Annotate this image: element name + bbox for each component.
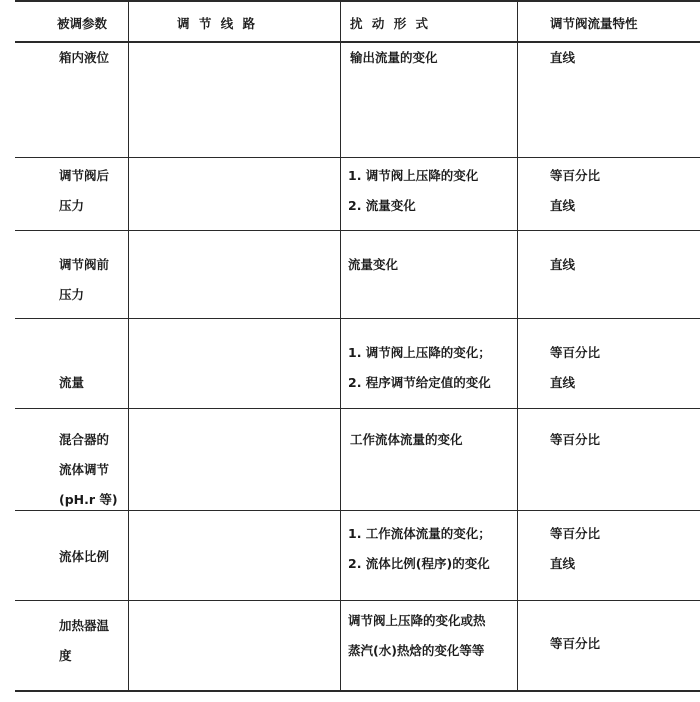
- characteristic-cell: [550, 43, 575, 73]
- param-line: 流体调节: [59, 462, 110, 477]
- characteristic-line: 等百分比: [550, 345, 601, 360]
- characteristic-line: 直线: [550, 198, 576, 213]
- param-line: 箱内液位: [59, 50, 110, 65]
- disturbance-cell: [348, 338, 491, 398]
- table-top-rule: [15, 0, 700, 2]
- param-cell: [59, 542, 109, 572]
- characteristic-line: 等百分比: [550, 526, 601, 541]
- header-route: 调 节 线 路: [177, 16, 256, 31]
- disturbance-cell: [348, 519, 491, 579]
- param-line: (pH.r 等): [59, 492, 118, 507]
- header-disturbance: 扰 动 形 式: [350, 16, 429, 31]
- disturbance-cell: [348, 161, 478, 221]
- characteristic-cell: [550, 519, 600, 579]
- disturbance-line: 2. 程序调节给定值的变化: [348, 375, 491, 390]
- param-line: 度: [59, 648, 72, 663]
- disturbance-cell: [348, 250, 398, 280]
- characteristic-line: 直线: [550, 50, 576, 65]
- row-divider: [15, 318, 700, 319]
- param-line: 调节阀前: [59, 257, 110, 272]
- disturbance-line: 输出流量的变化: [350, 50, 438, 65]
- characteristic-line: 等百分比: [550, 432, 601, 447]
- characteristic-line: 直线: [550, 556, 576, 571]
- characteristic-cell: [550, 338, 600, 398]
- disturbance-line: 1. 工作流体流量的变化；: [348, 526, 491, 541]
- param-cell: [59, 611, 109, 671]
- param-cell: [59, 43, 109, 73]
- param-cell: [59, 368, 84, 398]
- column-divider: [128, 0, 129, 692]
- disturbance-line: 工作流体流量的变化: [350, 432, 463, 447]
- characteristic-line: 直线: [550, 375, 576, 390]
- disturbance-line: 2. 流体比例(程序)的变化: [348, 556, 490, 571]
- characteristic-cell: [550, 629, 600, 659]
- param-line: 压力: [59, 287, 85, 302]
- row-divider: [15, 230, 700, 231]
- row-divider: [15, 600, 700, 601]
- param-line: 调节阀后: [59, 168, 110, 183]
- disturbance-cell: [350, 425, 463, 455]
- column-divider: [340, 0, 341, 692]
- header-characteristic: 调节阀流量特性: [550, 16, 638, 31]
- param-line: 流量: [59, 375, 85, 390]
- disturbance-line: 流量变化: [348, 257, 399, 272]
- param-cell: [59, 425, 118, 515]
- param-line: 混合器的: [59, 432, 110, 447]
- characteristic-line: 直线: [550, 257, 576, 272]
- disturbance-line: 蒸汽(水)热焓的变化等等: [348, 643, 485, 658]
- param-cell: [59, 250, 109, 310]
- row-divider: [15, 408, 700, 409]
- characteristic-cell: [550, 161, 600, 221]
- characteristic-cell: [550, 425, 600, 455]
- param-line: 加热器温: [59, 618, 110, 633]
- param-cell: [59, 161, 109, 221]
- disturbance-line: 1. 调节阀上压降的变化: [348, 168, 479, 183]
- disturbance-line: 调节阀上压降的变化或热: [348, 613, 486, 628]
- disturbance-cell: [348, 606, 486, 666]
- characteristic-line: 等百分比: [550, 636, 601, 651]
- row-divider: [15, 157, 700, 158]
- param-line: 压力: [59, 198, 85, 213]
- header-param: 被调参数: [57, 16, 108, 31]
- disturbance-cell: [350, 43, 438, 73]
- column-divider: [517, 0, 518, 692]
- characteristic-line: 等百分比: [550, 168, 601, 183]
- table-bottom-rule: [15, 690, 700, 692]
- row-divider: [15, 510, 700, 511]
- disturbance-line: 1. 调节阀上压降的变化；: [348, 345, 491, 360]
- disturbance-line: 2. 流量变化: [348, 198, 416, 213]
- param-line: 流体比例: [59, 549, 110, 564]
- characteristic-cell: [550, 250, 575, 280]
